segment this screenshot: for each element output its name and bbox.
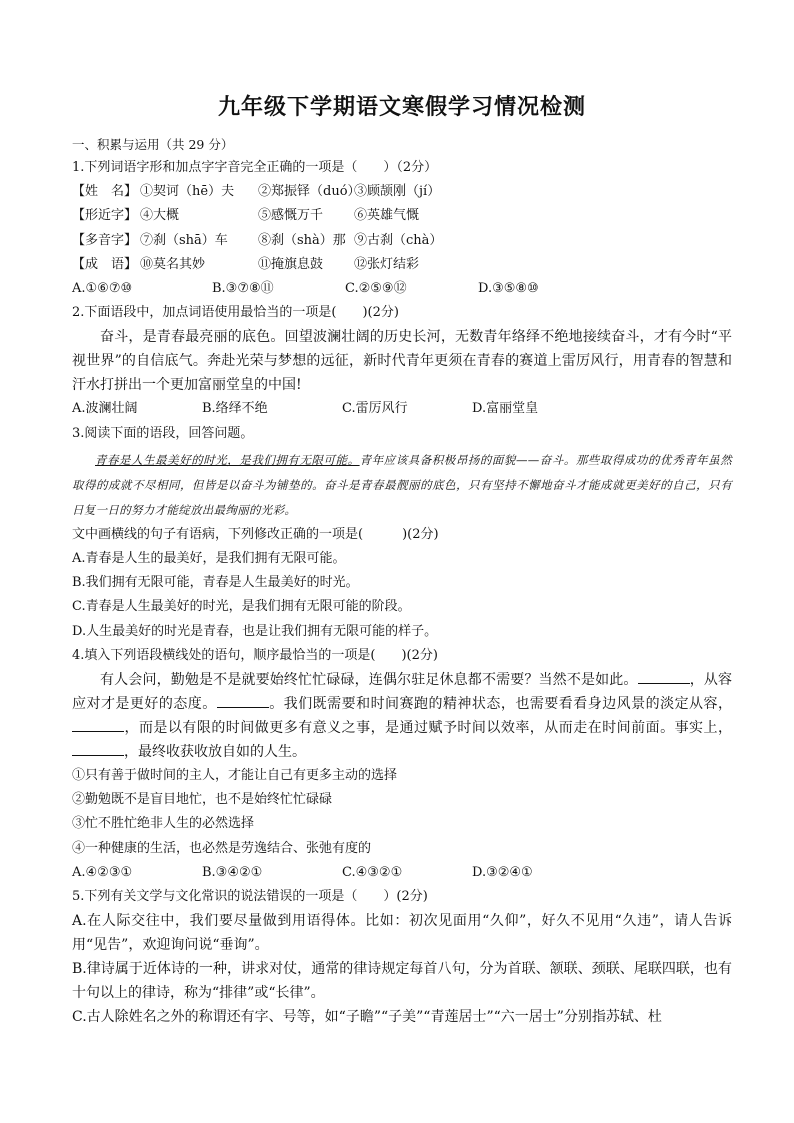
answer-blank-1[interactable] bbox=[638, 669, 690, 684]
q3-passage bbox=[72, 448, 732, 523]
q1-item: ⑫张灯结彩 bbox=[354, 256, 420, 272]
q1-item: ⑪掩旗息鼓 bbox=[258, 256, 324, 272]
q2-option-d[interactable]: D.富丽堂皇 bbox=[472, 401, 539, 417]
answer-blank-2[interactable] bbox=[217, 693, 269, 708]
q1-option-c[interactable]: C.②⑤⑨⑫ bbox=[345, 281, 407, 297]
q4-passage bbox=[72, 668, 732, 764]
q3-option-b[interactable]: B.我们拥有无限可能，青春是人生最美好的时光。 bbox=[72, 575, 359, 591]
q1-item: ⑦刹（shā）车 bbox=[140, 232, 228, 248]
q2-option-a[interactable]: A.波澜壮阔 bbox=[72, 401, 138, 417]
page-title: 九年级下学期语文寒假学习情况检测 bbox=[217, 94, 586, 120]
q5-option-a[interactable]: A.在人际交往中，我们要尽量做到用语得体。比如：初次见面用“久仰”，好久不见用“久违”，请人告诉用“见告”，欢迎询问说“垂询”。 bbox=[72, 913, 732, 954]
q1-row-similar-chars bbox=[72, 204, 732, 228]
q1-item: ⑥英雄气慨 bbox=[354, 208, 420, 224]
q1-item: ③顾颉刚（jí） bbox=[354, 184, 441, 200]
q1-option-b[interactable]: B.③⑦⑧⑪ bbox=[212, 281, 274, 297]
q1-item: ①契诃（hē）夫 bbox=[140, 184, 235, 200]
q1-row-names bbox=[72, 180, 732, 204]
q4-option-b[interactable]: B.③④②① bbox=[202, 864, 263, 880]
q3-option-a[interactable]: A.青春是人生的最美好，是我们拥有无限可能。 bbox=[72, 551, 346, 567]
q1-item: ⑩莫名其妙 bbox=[140, 256, 206, 272]
answer-blank-4[interactable] bbox=[72, 741, 124, 756]
question-1-stem: 1.下列词语字形和加点字字音完全正确的一项是（ ）（2分） bbox=[72, 160, 438, 175]
q1-row-tag: 【姓 名】 bbox=[72, 184, 138, 200]
q2-option-c[interactable]: C.雷厉风行 bbox=[342, 401, 408, 417]
q4-choice-3: ③忙不胜忙绝非人生的必然选择 bbox=[72, 816, 255, 832]
question-2-stem: 2.下面语段中，加点词语使用最恰当的一项是( )(2分) bbox=[72, 305, 399, 321]
q3-underlined-sentence: 青春是人生最美好的时光，是我们拥有无限可能。 bbox=[95, 452, 360, 467]
question-4-stem: 4.填入下列语段横线处的语句，顺序最恰当的一项是( )(2分) bbox=[72, 647, 438, 663]
q4-choice-4: ④一种健康的生活，也必然是劳逸结合、张弛有度的 bbox=[72, 840, 372, 856]
q1-options bbox=[72, 277, 732, 301]
q4-choice-2: ②勤勉既不是盲目地忙，也不是始终忙忙碌碌 bbox=[72, 792, 333, 808]
q3-option-c[interactable]: C.青春是人生最美好的时光，是我们拥有无限可能的阶段。 bbox=[72, 599, 411, 615]
section-heading: 一、积累与运用（共 29 分） bbox=[72, 137, 234, 152]
exam-page bbox=[72, 92, 732, 1029]
q1-option-a[interactable]: A.①⑥⑦⑩ bbox=[72, 281, 133, 297]
q1-item: ②郑振铎（duó） bbox=[258, 184, 361, 200]
q4-option-c[interactable]: C.④③②① bbox=[342, 864, 403, 880]
q4-passage-part: ，而是以有限的时间做更多有意义之事，是通过赋予时间以效率，从而走在时间前面。事实上， bbox=[124, 720, 732, 737]
q4-passage-part: ，最终收获收放自如的人生。 bbox=[124, 744, 306, 761]
q4-passage-part: 。我们既需要和时间赛跑的精神状态，也需要看看身边风景的淡定从容， bbox=[268, 696, 733, 713]
q1-item: ④大概 bbox=[140, 208, 180, 224]
q4-options bbox=[72, 861, 732, 885]
q1-item: ⑧刹（shà）那 bbox=[258, 232, 346, 248]
q3-option-d[interactable]: D.人生最美好的时光是青春，也是让我们拥有无限可能的样子。 bbox=[72, 623, 438, 639]
q4-option-a[interactable]: A.④②③① bbox=[72, 864, 133, 880]
q1-option-d[interactable]: D.③⑤⑧⑩ bbox=[478, 281, 539, 297]
q2-passage: 奋斗，是青春最亮丽的底色。回望波澜壮阔的历史长河，无数青年络绎不绝地接续奋斗，才有今时“平视世界”的自信底气。奔赴光荣与梦想的远征，新时代青年更须在青春的赛道上雷厉风行，用青春的智慧和汗水打拼出一个更加富丽堂皇的中国! bbox=[72, 329, 732, 394]
q2-option-b[interactable]: B.络绎不绝 bbox=[202, 401, 268, 417]
q1-row-tag: 【多音字】 bbox=[72, 232, 138, 248]
q4-option-d[interactable]: D.③②④① bbox=[472, 864, 533, 880]
question-3-stem: 3.阅读下面的语段，回答问题。 bbox=[72, 425, 254, 441]
q3-question: 文中画横线的句子有语病，下列修改正确的一项是( )(2分) bbox=[72, 526, 439, 542]
q1-row-polyphones bbox=[72, 229, 732, 253]
q1-row-tag: 【形近字】 bbox=[72, 208, 138, 224]
q4-choice-1: ①只有善于做时间的主人，才能让自己有更多主动的选择 bbox=[72, 768, 398, 784]
q4-passage-part: ，从容应对才是更好的态度。 bbox=[72, 672, 733, 713]
q5-option-b[interactable]: B.律诗属于近体诗的一种，讲求对仗，通常的律诗规定每首八句，分为首联、颔联、颈联、尾联四联，也有十句以上的律诗，称为“排律”或“长律”。 bbox=[72, 961, 732, 1002]
q4-passage-part: 有人会问，勤勉是不是就要始终忙忙碌碌，连偶尔驻足休息都不需要？当然不是如此。 bbox=[100, 672, 638, 689]
q1-item: ⑤感慨万千 bbox=[258, 208, 324, 224]
q1-row-idioms bbox=[72, 253, 732, 277]
q3-passage-rest: 青年应该具备积极昂扬的面貌——奋斗。那些取得成功的优秀青年虽然取得的成就不尽相同，但皆是以奋斗为铺垫的。奋斗是青春最靓丽的底色，只有坚持不懈地奋斗才能成就更美好的自己，只有日复一日的努力才能绽放出最绚丽的光彩。 bbox=[72, 452, 732, 517]
q2-options bbox=[72, 397, 732, 421]
answer-blank-3[interactable] bbox=[72, 717, 124, 732]
question-5-stem: 5.下列有关文学与文化常识的说法错误的一项是（ ）(2分) bbox=[72, 889, 428, 905]
q1-row-tag: 【成 语】 bbox=[72, 256, 138, 272]
q5-option-c[interactable]: C.古人除姓名之外的称谓还有字、号等，如“子瞻”“子美”“青莲居士”“六一居士”分别指苏轼、杜 bbox=[72, 1009, 662, 1026]
q1-item: ⑨古刹（chà） bbox=[354, 232, 443, 248]
